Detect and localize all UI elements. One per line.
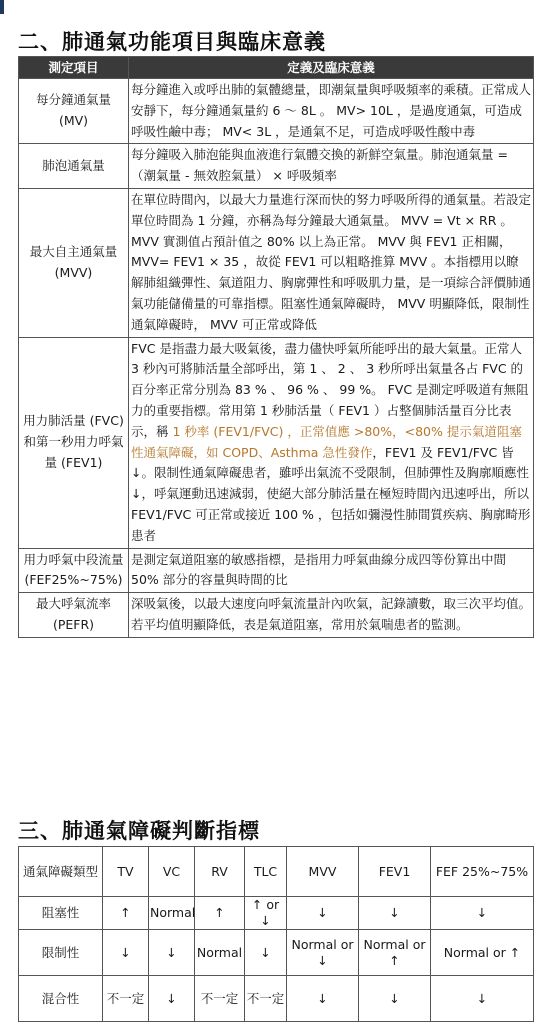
table-cell: ↑ — [103, 897, 149, 930]
table-cell: ↓ — [431, 976, 534, 1022]
table-cell: ↓ — [287, 897, 359, 930]
table-row — [19, 976, 534, 1022]
header-cell: VC — [149, 847, 195, 897]
table-row — [19, 593, 534, 638]
header-cell: FEF 25%~75% — [431, 847, 534, 897]
table-cell: Normal or ↑ — [431, 930, 534, 976]
corner-mark — [0, 0, 4, 14]
table-cell: ↓ — [431, 897, 534, 930]
item-name: 每分鐘通氣量 (MV) — [19, 79, 129, 144]
table-cell: 限制性 — [19, 930, 103, 976]
table-header-row — [19, 57, 534, 79]
header-cell: 通氣障礙類型 — [19, 847, 103, 897]
table-cell: ↓ — [149, 976, 195, 1022]
table-cell: 不一定 — [195, 976, 245, 1022]
table-row — [19, 188, 534, 337]
table-cell: 阻塞性 — [19, 897, 103, 930]
header-definition: 定義及臨床意義 — [129, 57, 534, 79]
table-cell: 不一定 — [245, 976, 287, 1022]
table-cell: ↓ — [245, 930, 287, 976]
header-cell: MVV — [287, 847, 359, 897]
item-description: 每分鐘進入或呼出肺的氣體總量，即潮氣量與呼吸頻率的乘積。正常成人安靜下，每分鐘通氣量約 6 ～ 8L 。 MV> 10L ，是過度通氣，可造成呼吸性鹼中毒； MV< 3L ，是通氣不足，可造成呼吸性酸中毒 — [129, 79, 534, 144]
table-cell: 混合性 — [19, 976, 103, 1022]
item-name: 用力肺活量 (FVC) 和第一秒用力呼氣量 (FEV1) — [19, 337, 129, 548]
ventilation-function-table — [18, 56, 534, 638]
item-description: 深吸氣後，以最大速度向呼氣流量計內吹氣，記錄讀數，取三次平均值。若平均值明顯降低，表是氣道阻塞，常用於氣喘患者的監測。 — [129, 593, 534, 638]
item-description — [129, 337, 534, 548]
table-cell: ↓ — [103, 930, 149, 976]
table-row — [19, 897, 534, 930]
table-cell: Normal or ↓ — [287, 930, 359, 976]
table-row — [19, 930, 534, 976]
header-item: 測定項目 — [19, 57, 129, 79]
table-row — [19, 144, 534, 189]
section2-title: 二、肺通氣功能項目與臨床意義 — [18, 30, 326, 54]
item-name: 肺泡通氣量 — [19, 144, 129, 189]
item-description: 是測定氣道阻塞的敏感指標，是指用力呼氣曲線分成四等份算出中間 50% 部分的容量與時間的比 — [129, 548, 534, 593]
header-cell: FEV1 — [359, 847, 431, 897]
item-description: 每分鐘吸入肺泡能與血液進行氣體交換的新鮮空氣量。肺泡通氣量 = （潮氣量 - 無效腔氣量） × 呼吸頻率 — [129, 144, 534, 189]
header-cell: TLC — [245, 847, 287, 897]
table-header-row — [19, 847, 534, 897]
ventilation-disorder-table — [18, 846, 534, 1022]
item-name: 最大自主通氣量 (MVV) — [19, 188, 129, 337]
table-cell: ↓ — [287, 976, 359, 1022]
table-cell: ↓ — [359, 897, 431, 930]
desc-text: ，FEV1 及 FEV1/FVC 皆↓。限制性通氣障礙患者，雖呼出氣流不受限制，但肺彈性及胸廓順應性↓，呼氣運動迅速減弱，使絕大部分肺活量在極短時間內迅速呼出，所以 FEV1/FVC 可正常或接近 100 % ，包括如彌漫性肺間質疾病、胸廓畸形患者 — [131, 444, 531, 543]
table-cell: ↓ — [359, 976, 431, 1022]
table-row — [19, 548, 534, 593]
table-row — [19, 79, 534, 144]
header-cell: RV — [195, 847, 245, 897]
table-cell: ↑ or ↓ — [245, 897, 287, 930]
section3-title: 三、肺通氣障礙判斷指標 — [18, 819, 260, 843]
desc-text: FVC 是指盡力最大吸氣後，盡力儘快呼氣所能呼出的最大氣量。正常人 3 秒內可將肺活量全部呼出，第 1 、 2 、 3 秒所呼出氣量各占 FVC 的百分率正常分別為 83 % 、 96 % 、 99 %。 FVC 是測定呼吸道有無阻力的重要指標。常用第 1 秒肺活量（ FEV1 ）占整個肺活量百分比表示，稱 — [131, 340, 529, 439]
table-cell: 不一定 — [103, 976, 149, 1022]
table-cell: Normal or ↑ — [359, 930, 431, 976]
table-row — [19, 337, 534, 548]
item-name: 用力呼氣中段流量 (FEF25%~75%) — [19, 548, 129, 593]
table-cell: Normal — [195, 930, 245, 976]
item-name: 最大呼氣流率 (PEFR) — [19, 593, 129, 638]
highlighted-text: 1 秒率 (FEV1/FVC) ，正常值應 >80%，<80% 提示氣道阻塞性通氣障礙，如 COPD、Asthma 急性發作 — [131, 423, 522, 460]
item-description: 在單位時間內，以最大力量進行深而快的努力呼吸所得的通氣量。若設定單位時間為 1 分鐘，亦稱為每分鐘最大通氣量。 MVV = Vt × RR 。 MVV 實測值占預計值之 80% 以上為正常。 MVV 與 FEV1 正相關， MVV= FEV1 × 35 ，故從 FEV1 可以粗略推算 MVV 。本指標用以瞭解肺組織彈性、氣道阻力、胸廓彈性和呼吸肌力量，是一項綜合評價肺通氣功能儲備量的可靠指標。阻塞性通氣障礙時， MVV 明顯降低，限制性通氣障礙時， MVV 可正常或降低 — [129, 188, 534, 337]
table-cell: ↑ — [195, 897, 245, 930]
table-cell: Normal — [149, 897, 195, 930]
table-cell: ↓ — [149, 930, 195, 976]
header-cell: TV — [103, 847, 149, 897]
